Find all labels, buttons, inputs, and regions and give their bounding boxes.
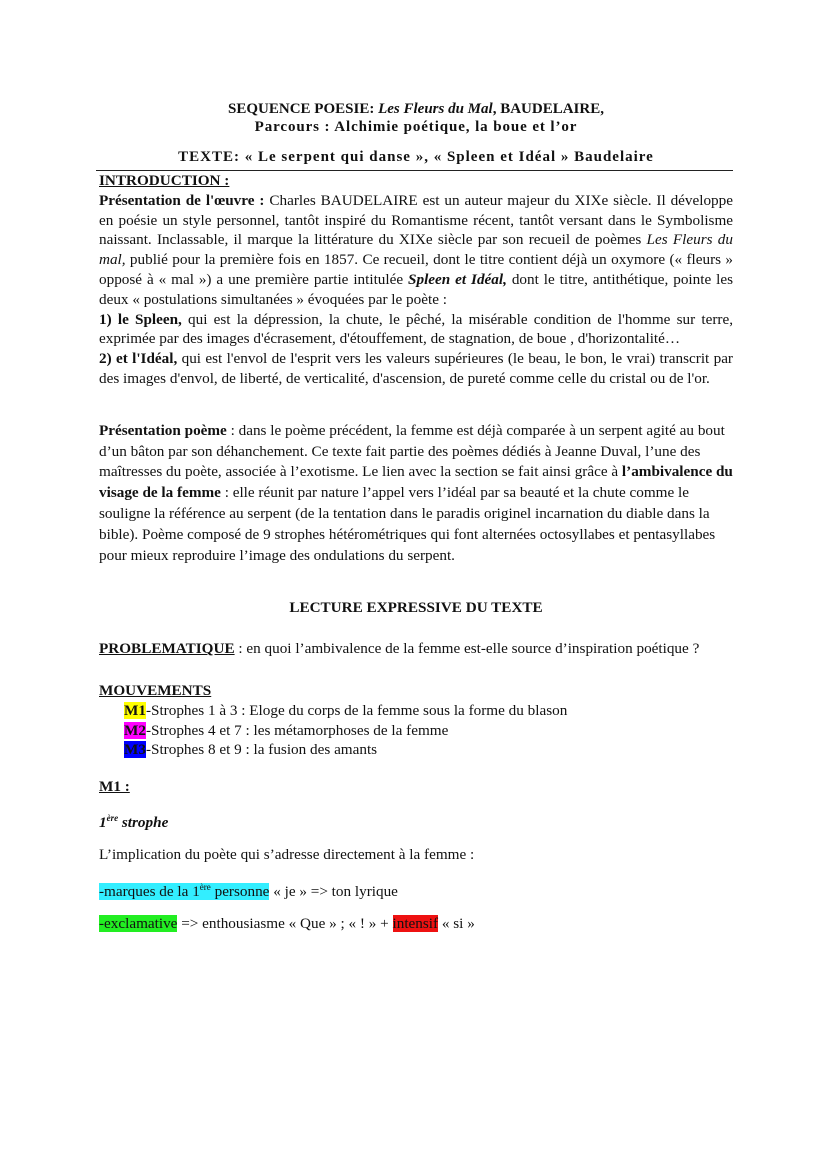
highlight-sup: ère bbox=[199, 881, 211, 892]
strophe-heading bbox=[99, 808, 733, 833]
intro-bold-italic: Spleen et Idéal, bbox=[408, 270, 507, 288]
strophe-label: strophe bbox=[118, 813, 169, 831]
poem-bold: l’ambivalence du visage de la femme bbox=[99, 463, 733, 502]
poem-label: Présentation poème bbox=[99, 421, 227, 439]
highlight-cyan bbox=[99, 883, 269, 900]
introduction-section bbox=[99, 171, 733, 389]
analysis-text: « si » bbox=[438, 914, 475, 932]
intro-italic: Les Fleurs du mal, bbox=[99, 231, 733, 269]
problematique bbox=[99, 639, 709, 659]
poem-presentation bbox=[99, 421, 739, 567]
lecture-heading: LECTURE EXPRESSIVE DU TEXTE bbox=[289, 599, 543, 617]
title-line-2: Parcours : Alchimie poétique, la boue et l’or bbox=[254, 119, 578, 135]
mouvement-text: -Strophes 1 à 3 : Eloge du corps de la femme sous la forme du blason bbox=[145, 701, 568, 719]
mouvement-item bbox=[99, 701, 733, 721]
problematique-text: : en quoi l’ambivalence de la femme est-elle source d’inspiration poétique ? bbox=[234, 640, 700, 658]
mouvement-item bbox=[99, 740, 733, 760]
intro-text: publié pour la première fois en 1857. Ce recueil, dont le titre contient déjà un oxymore (« fleurs » opposé à « mal ») a une première partie intitulée bbox=[99, 251, 733, 288]
title-prefix: SEQUENCE POESIE: bbox=[228, 101, 379, 117]
problematique-label: PROBLEMATIQUE bbox=[99, 640, 235, 658]
analysis-line: L’implication du poète qui s’adresse directement à la femme : bbox=[99, 845, 475, 863]
document-page bbox=[99, 100, 733, 934]
analysis-line bbox=[99, 914, 733, 934]
mouvements-section bbox=[99, 681, 733, 759]
spleen-label: 1) le Spleen, bbox=[99, 310, 182, 328]
highlight-text: personne bbox=[210, 882, 270, 900]
m1-heading: M1 : bbox=[99, 777, 130, 795]
highlight-green: -exclamative bbox=[99, 914, 178, 932]
intro-text: Charles BAUDELAIRE est un auteur majeur du XIXe siècle. Il développe en poésie un style personnel, tantôt inspiré du Romantisme récent, tantôt versant dans le Symbolisme naissant. Inclassable, il marque la littérature du XIXe siècle par son recueil de poèmes bbox=[99, 191, 733, 249]
analysis-text: => enthousiasme « Que » ; « ! » + bbox=[177, 914, 393, 932]
mouvement-text: -Strophes 8 et 9 : la fusion des amants bbox=[145, 741, 378, 759]
analysis-line bbox=[99, 877, 733, 902]
strophe-number: 1 bbox=[99, 813, 107, 831]
title-line-1 bbox=[99, 100, 733, 118]
intro-bold: Présentation de l'œuvre : bbox=[99, 191, 265, 209]
mouvement-tag: M3 bbox=[124, 741, 146, 759]
title-work: Les Fleurs du Mal bbox=[378, 101, 493, 117]
mouvements-heading: MOUVEMENTS bbox=[99, 682, 212, 700]
poem-text: : dans le poème précédent, la femme est déjà comparée à un serpent agité au bout d’un bâton par son déhanchement. Ce texte fait partie des poèmes dédiés à Jeanne Duval, l’une des maîtresses du poète, associée à l’exotisme. Le lien avec la section se fait ainsi grâce à bbox=[99, 421, 725, 481]
ideal-label: 2) et l'Idéal, bbox=[99, 350, 178, 368]
intro-text: dont le titre, antithétique, pointe les deux « postulations simultanées » évoquées par le poète : bbox=[99, 270, 733, 308]
ideal-paragraph bbox=[99, 349, 733, 389]
spleen-text: qui est la dépression, la chute, le pêché, la misérable condition de l'homme sur terre, exprimée par des images d'écrasement, d'étouffement, de stagnation, de boue , d'horizontalité… bbox=[99, 310, 733, 348]
mouvement-item bbox=[99, 721, 733, 741]
strophe-sup: ère bbox=[106, 812, 119, 823]
mouvement-text: -Strophes 4 et 7 : les métamorphoses de la femme bbox=[145, 721, 449, 739]
introduction-heading: INTRODUCTION : bbox=[99, 172, 230, 189]
intro-paragraph bbox=[99, 191, 733, 310]
mouvement-tag: M2 bbox=[124, 721, 146, 739]
ideal-text: qui est l'envol de l'esprit vers les valeurs supérieures (le beau, le bon, le vrai) transcrit par des images d'envol, de liberté, de verticalité, d'ascension, de pureté comme celle du cristal ou de l'or. bbox=[99, 350, 733, 387]
title-author: , BAUDELAIRE, bbox=[492, 101, 604, 117]
mouvement-tag: M1 bbox=[124, 701, 146, 719]
highlight-text: -marques de la 1 bbox=[99, 882, 200, 900]
poem-text: : elle réunit par nature l’appel vers l’idéal par sa beauté et la chute comme le souligne la référence au serpent (de la tentation dans le paradis originel incarnation du diable dans la bible). Poème composé de 9 strophes hétérométriques qui font alternées octosyllabes et pentasyllabes pour mieux reproduire l’image des ondulations du serpent. bbox=[99, 484, 716, 564]
title-line-3: TEXTE: « Le serpent qui danse », « Spleen et Idéal » Baudelaire bbox=[178, 149, 654, 165]
spleen-paragraph bbox=[99, 310, 733, 350]
analysis-text: « je » => ton lyrique bbox=[269, 882, 398, 900]
highlight-red: intensif bbox=[392, 914, 439, 932]
